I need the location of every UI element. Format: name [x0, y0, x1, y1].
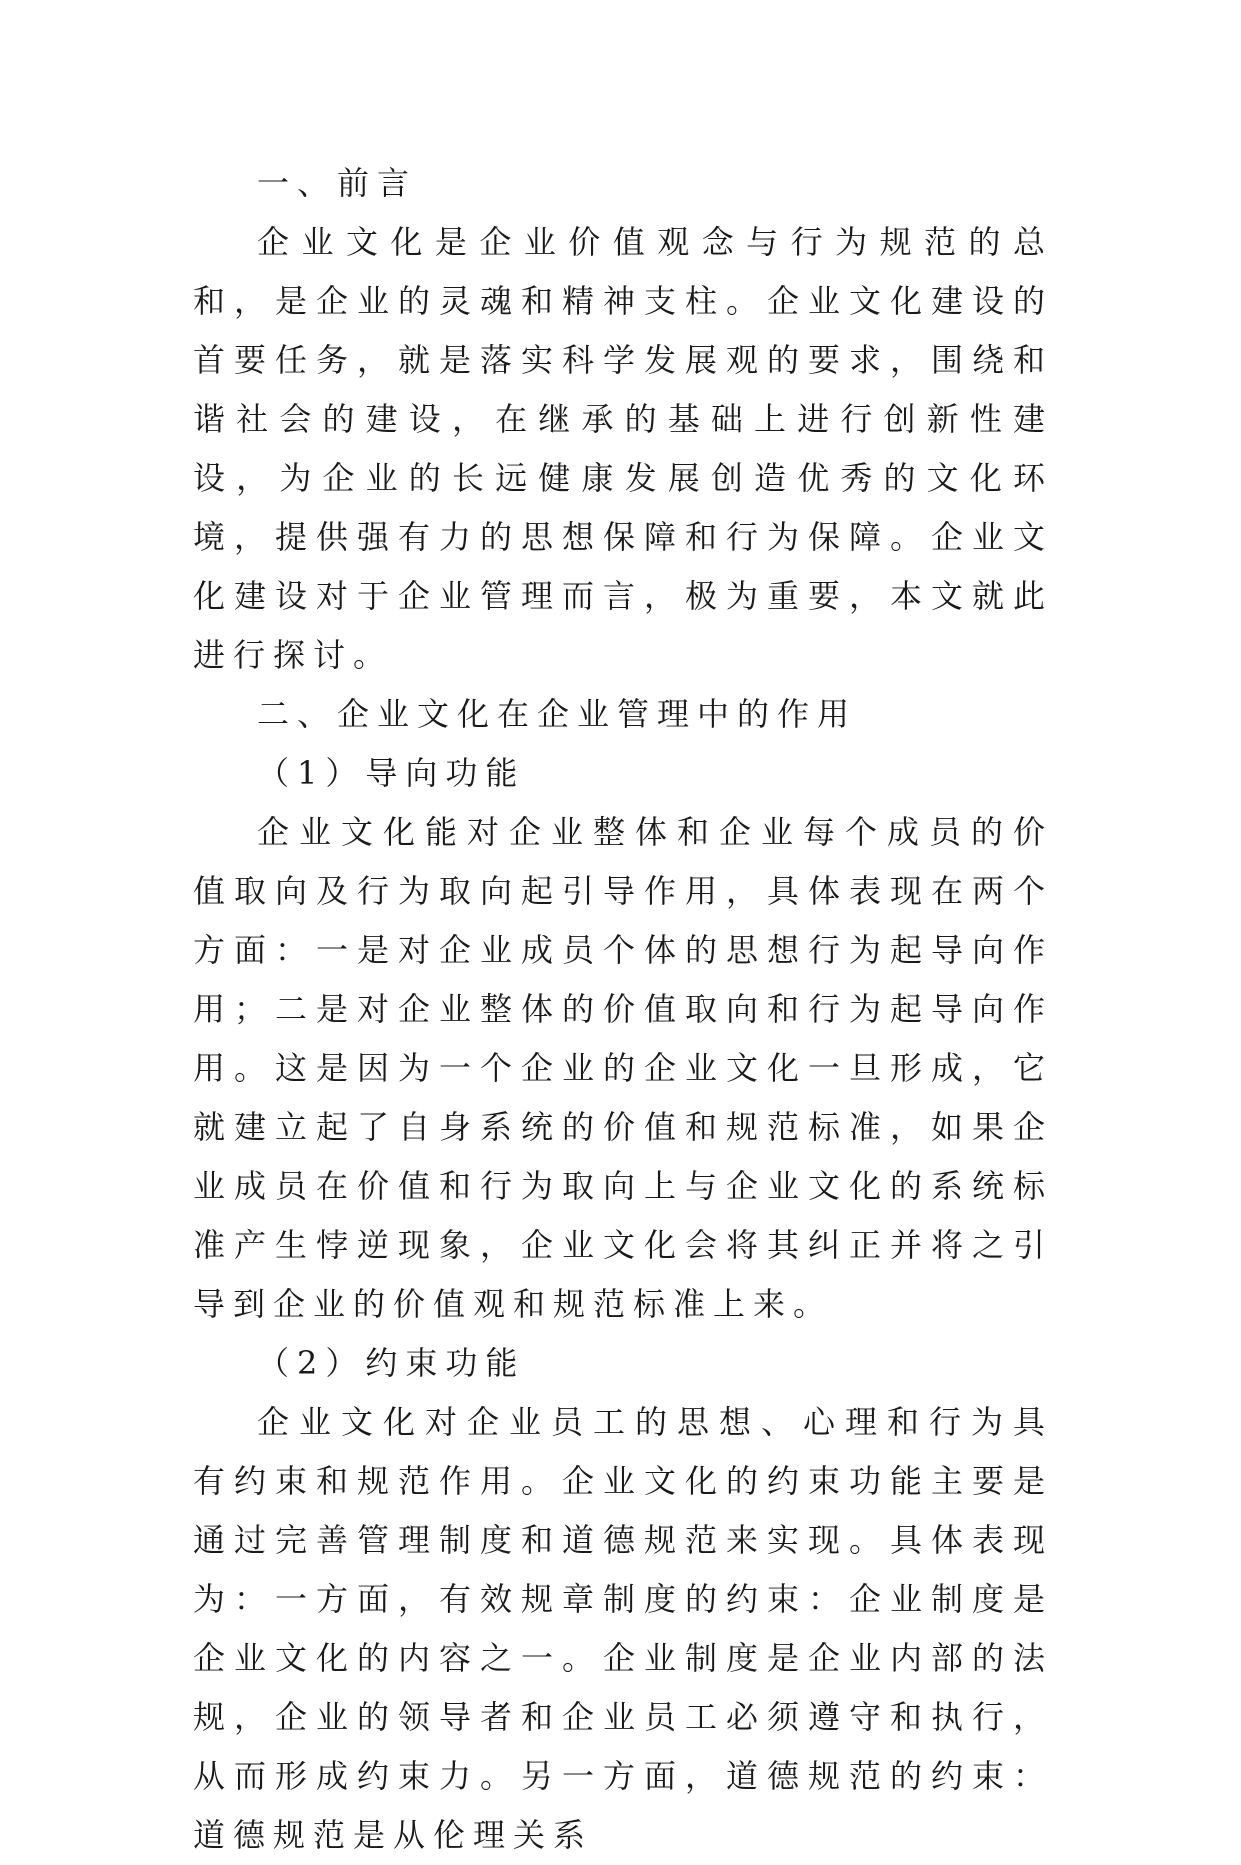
paragraph-preface: 企业文化是企业价值观念与行为规范的总和，是企业的灵魂和精神支柱。企业文化建设的首要任务，就是落实科学发展观的要求，围绕和谐社会的建设，在继承的基础上进行创新性建设，为企业的长远健康发展创造优秀的文化环境，提供强有力的思想保障和行为保障。企业文化建设对于企业管理而言，极为重要，本文就此进行探讨。: [193, 223, 1053, 674]
section-heading-role: 二、企业文化在企业管理中的作用: [257, 695, 858, 733]
subheading-guidance: （1）导向功能: [257, 754, 526, 792]
paragraph-constraint: 企业文化对企业员工的思想、心理和行为具有约束和规范作用。企业文化的约束功能主要是通过完善管理制度和道德规范来实现。具体表现为：一方面，有效规章制度的约束：企业制度是企业文化的内容之一。企业制度是企业内部的法规，企业的领导者和企业员工必须遵守和执行，从而形成约束力。另一方面，道德规范的约束：道德规范是从伦理关系: [193, 1403, 1053, 1854]
paragraph-guidance: 企业文化能对企业整体和企业每个成员的价值取向及行为取向起引导作用，具体表现在两个方面：一是对企业成员个体的思想行为起导向作用；二是对企业整体的价值取向和行为起导向作用。这是因为一个企业的企业文化一旦形成，它就建立起了自身系统的价值和规范标准，如果企业成员在价值和行为取向上与企业文化的系统标准产生悖逆现象，企业文化会将其纠正并将之引导到企业的价值观和规范标准上来。: [193, 813, 1053, 1323]
subheading-constraint: （2）约束功能: [257, 1344, 526, 1382]
section-heading-preface: 一、前言: [257, 164, 418, 202]
document-body: [193, 154, 1053, 1865]
